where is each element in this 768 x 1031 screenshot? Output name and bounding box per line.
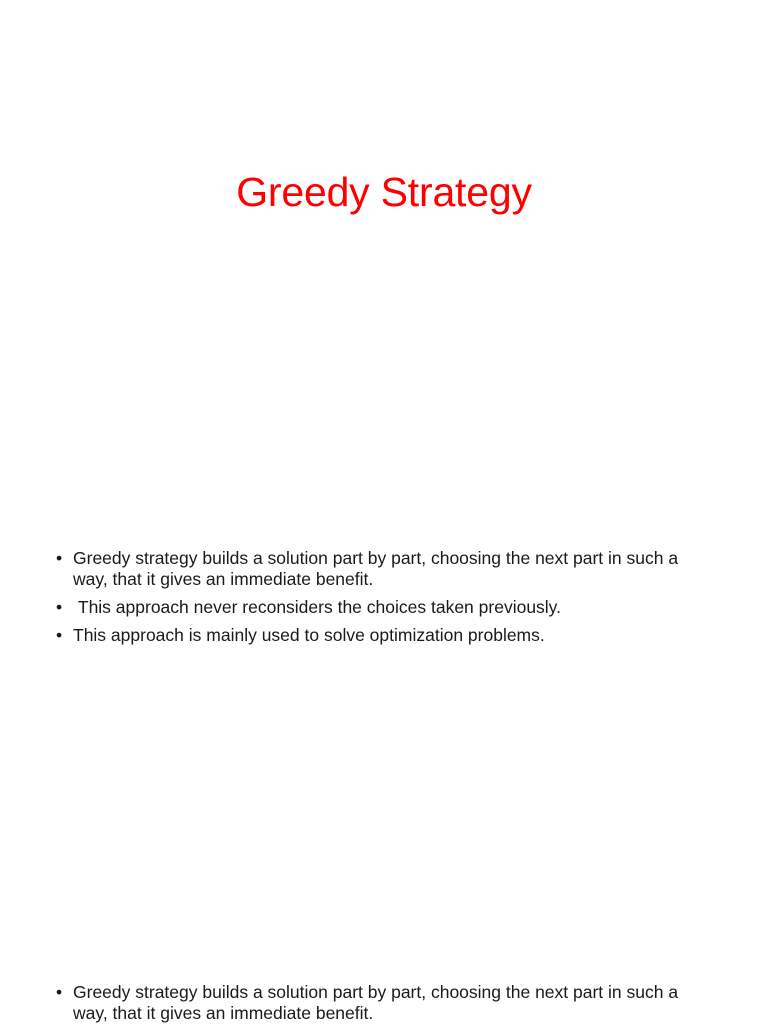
bullet-text: Greedy strategy builds a solution part by part, choosing the next part in such a way, that it gives an immediate benefit.: [73, 548, 683, 589]
list-item: [56, 982, 716, 1024]
bullet-dot: •: [56, 548, 63, 568]
bullet-dot: •: [56, 625, 63, 645]
list-item: [56, 548, 716, 590]
bullet-text: Greedy strategy builds a solution part by part, choosing the next part in such a way, that it gives an immediate benefit.: [73, 982, 683, 1023]
bullet-list: [56, 548, 716, 653]
list-item: [56, 597, 716, 618]
slide-title: Greedy Strategy: [236, 169, 532, 215]
bullet-text: This approach never reconsiders the choices taken previously.: [73, 597, 561, 617]
bullet-text: This approach is mainly used to solve optimization problems.: [73, 625, 545, 645]
list-item: [56, 625, 716, 646]
bullet-dot: •: [56, 982, 63, 1002]
bullet-dot: •: [56, 597, 63, 617]
